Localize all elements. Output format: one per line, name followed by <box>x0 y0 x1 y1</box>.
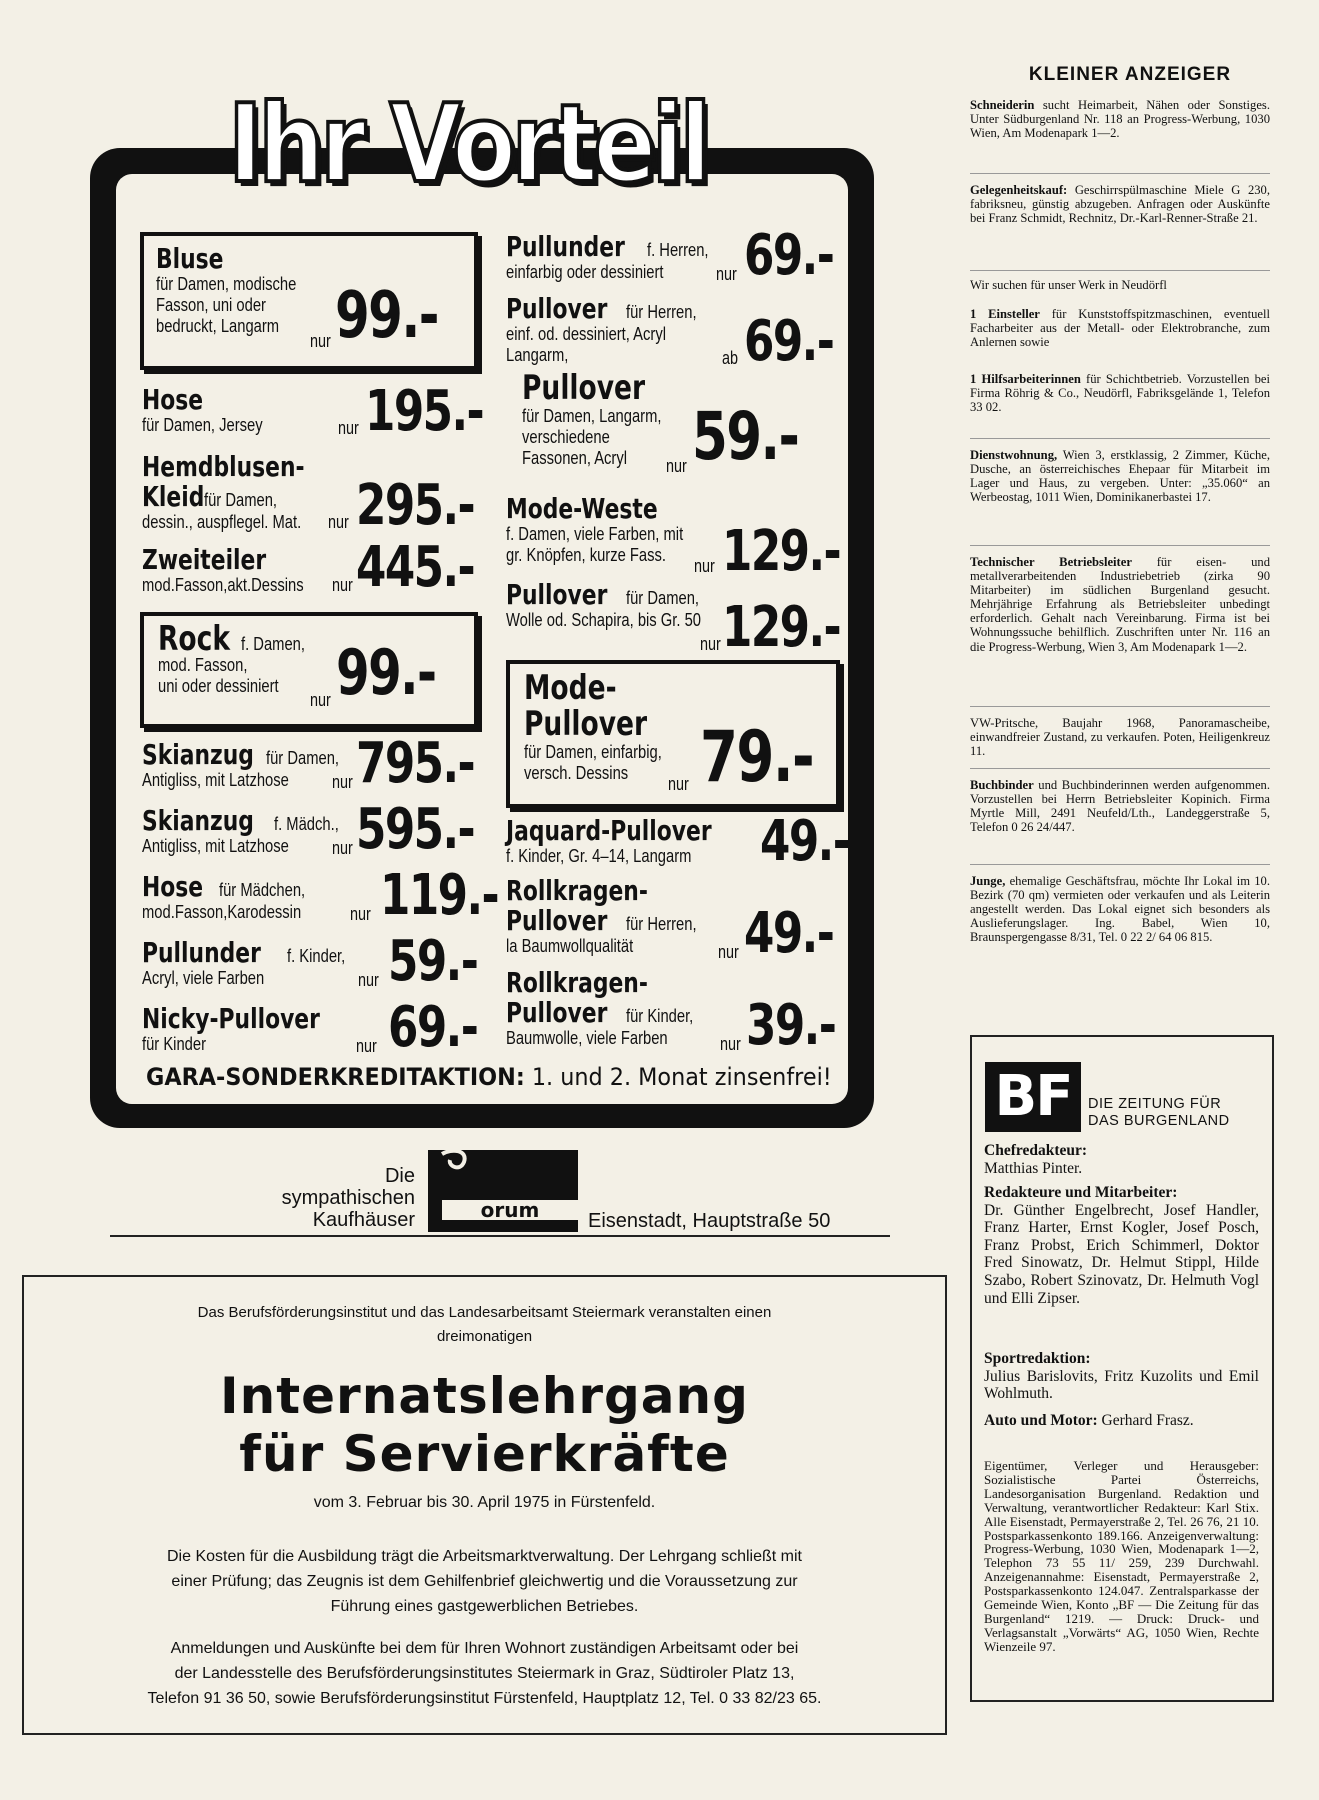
impressum-label: Sportredaktion: <box>984 1350 1091 1367</box>
impressum-value: Dr. Günther Engelbrecht, Josef Handler, Franz Harter, Ernst Kogler, Josef Posch, Franz Probst, Erich Schimmerl, Doktor Fred Sinowatz, Dr. Helmut Stippl, Hilde Szabo, Robert Szinovatz, Dr. Helmuth Vogl und Elli Zipser. <box>984 1201 1259 1307</box>
impressum-auto <box>984 1412 1259 1430</box>
nur-label: nur <box>716 264 737 284</box>
item-desc: bedruckt, Langarm <box>156 316 280 336</box>
price: 99.- <box>335 279 438 353</box>
bf-logo: BF <box>985 1062 1081 1132</box>
item-desc: für Kinder <box>142 1034 206 1054</box>
item-desc: f. Mädch., <box>273 814 339 834</box>
classified-ad <box>970 778 1270 834</box>
classified-ad <box>970 98 1270 140</box>
item-desc: Fasson, uni oder <box>156 295 266 315</box>
slogan-line: sympathischen <box>281 1187 415 1209</box>
ad-text: für Schichtbetrieb. Vorzustellen bei Firma Röhrig & Co., Neudörfl, Fabriksgelände 1, Telefon 33 02. <box>970 372 1270 415</box>
item-skianzug-maedchen <box>142 806 353 857</box>
ad-lead: 1 Hilfsarbeiterinnen <box>970 372 1081 386</box>
item-desc: f. Herren, <box>646 240 709 260</box>
kredit-bold: GARA-SONDERKREDITAKTION: <box>146 1063 525 1091</box>
item-desc: verschiedene <box>522 427 610 447</box>
item-name: Pullunder <box>506 230 625 263</box>
impressum-details: Eigentümer, Verleger und Herausgeber: Sozialistische Partei Österreichs, Landesorganisation Burgenland. Redaktion und Verwaltung, verantwortlicher Redakteur: Karl Stix. Alle Eisenstadt, Permayerstraße 2, Tel. 26 76, 21 10. Postsparkassenkonto 189.166. Anzeigenverwaltung: Progress-Werbung, 1030 Wien, Modenapark 1—2, Telephon 73 55 11/ 259, 239 Durchwahl. Anzeigenannahme: Eisenstadt, Permayerstraße 2, Postsparkassenkonto 124.047. Zentralsparkasse der Gemeinde Wien, Konto „BF — Die Zeitung für das Burgenland“ 1219. — Druck: Druck- und Verlagsanstalt „Vorwärts“ AG, 1050 Wien, Rechte Wienzeile 97. <box>984 1458 1259 1654</box>
nur-label: nur <box>332 772 353 792</box>
internat-paragraph: Führung eines gastgewerblichen Betriebes. <box>330 1598 639 1615</box>
item-mode-pullover <box>524 670 692 784</box>
classified-ad <box>970 183 1270 225</box>
item-desc: für Kinder, <box>626 1006 694 1026</box>
item-mode-weste <box>506 494 722 566</box>
ad-text: Wir suchen für unser Werk in Neudörfl <box>970 278 1167 292</box>
store-address: Eisenstadt, Hauptstraße 50 <box>588 1210 831 1232</box>
item-pullunder-kinder <box>142 938 358 989</box>
price: 99.- <box>336 636 436 709</box>
ad-lead: Gelegenheitskauf: <box>970 183 1068 197</box>
forum-logo-text: orum <box>480 1198 540 1222</box>
price: 69.- <box>744 309 834 374</box>
item-desc: für Damen, einfarbig, <box>524 742 662 762</box>
item-desc: dessin., auspflegel. Mat. <box>142 512 302 532</box>
item-name: Nicky-Pullover <box>142 1002 320 1035</box>
ad-text: Geschirrspülmaschine Miele G 230, fabriksneu, günstig abzugeben. Anfragen oder Auskünfte bei Franz Schmidt, Rechnitz, Dr.-Karl-Renner-Straße 21. <box>970 183 1270 226</box>
item-rock <box>158 619 319 697</box>
item-pullover-damen-langarm <box>522 370 692 469</box>
item-name: Mode- <box>524 668 617 708</box>
ad-text: sucht Heimarbeit, Nähen oder Sonstiges. Unter Südburgenland Nr. 118 an Progress-Werbung, 1030 Wien, Am Modenapark 1—2. <box>970 98 1270 141</box>
impressum-label: Redakteure und Mitarbeiter: <box>984 1184 1178 1201</box>
internat-intro: Das Berufsförderungsinstitut und das Landesarbeitsamt Steiermark veranstalten einen <box>197 1304 772 1321</box>
impressum-chef <box>984 1142 1259 1177</box>
ad-text: für Kunststoffspitzmaschinen, eventuell Facharbeiter aus der Metall- oder Elektrobranche, zum Anlernen sowie <box>970 307 1270 350</box>
price: 195.- <box>365 379 484 444</box>
internat-heading: für Servierkräfte <box>239 1425 730 1483</box>
internat-heading: Internatslehrgang <box>220 1367 749 1425</box>
kredit-rest: 1. und 2. Monat zinsenfrei! <box>524 1063 832 1091</box>
slogan-line: Die <box>384 1165 415 1187</box>
item-bluse <box>156 244 327 337</box>
item-hemdblusen-kleid <box>142 452 350 533</box>
item-pullover-damen-wolle <box>506 580 744 631</box>
item-rollkragen-herren <box>506 876 712 957</box>
divider <box>970 768 1270 769</box>
divider <box>970 545 1270 546</box>
price: 129.- <box>722 595 841 660</box>
impressum-value: Matthias Pinter. <box>984 1159 1083 1177</box>
impressum-label: Chefredakteur: <box>984 1142 1088 1159</box>
item-desc: Wolle od. Schapira, bis Gr. 50 <box>506 610 701 630</box>
classified-ad <box>970 874 1270 944</box>
impressum-sport <box>984 1350 1259 1403</box>
internat-dates: vom 3. Februar bis 30. April 1975 in Fürstenfeld. <box>313 1494 656 1511</box>
classifieds-title: KLEINER ANZEIGER <box>1028 64 1232 85</box>
ad-text: Wien 3, erstklassig, 2 Zimmer, Küche, Dusche, an österreichisches Ehepaar für Mitarbeit im Lager und Haus, zu vergeben. Unter: „35.060“ an Werbeostag, 1011 Wien, Dominikanerbastei 17. <box>970 448 1270 505</box>
internat-paragraph: Die Kosten für die Ausbildung trägt die Arbeitsmarktverwaltung. Der Lehrgang schließt mit <box>167 1548 802 1565</box>
classified-ad <box>970 716 1270 758</box>
nur-label: nur <box>720 1034 741 1054</box>
ad-text: für eisen- und metallverarbeitenden Industriebetrieb (zirka 90 Mitarbeiter) im südlichen Burgenland gesucht. Mehrjährige Erfahrung als Betriebsleiter unbedingt erforderlich. Gehalt nach Vereinbarung. Firma ist bei Wohnungssuche behilflich. Zuschriften unter Nr. 116 an die Progress-Werbung, Wien 3, Am Modenapark 1—2. <box>970 555 1270 654</box>
nur-label: nur <box>310 331 331 351</box>
item-rollkragen-kinder <box>506 968 708 1049</box>
ad-lead: 1 Einsteller <box>970 307 1040 321</box>
internat-intro: dreimonatigen <box>436 1328 533 1345</box>
nur-label: nur <box>694 556 715 576</box>
item-desc: Antigliss, mit Latzhose <box>142 770 289 790</box>
price: 295.- <box>356 473 475 538</box>
item-desc: f. Kinder, Gr. 4–14, Langarm <box>506 846 692 866</box>
ad-text: VW-Pritsche, Baujahr 1968, Panoramascheibe, einwandfreier Zustand, zu verkaufen. Poten, Heiligenkreuz 11. <box>970 716 1270 759</box>
price: 129.- <box>722 519 841 584</box>
item-jaquard-pullover <box>506 816 770 867</box>
item-desc: mod. Fasson, <box>158 655 248 675</box>
item-desc: Antigliss, mit Latzhose <box>142 836 289 856</box>
price: 795.- <box>356 731 475 796</box>
item-desc: für Damen, <box>204 490 278 510</box>
ad-lead: Buchbinder <box>970 778 1034 792</box>
ad-lead: Schneiderin <box>970 98 1035 112</box>
ad-text: und Buchbinderinnen werden aufgenommen. Vorzustellen bei Herrn Betriebsleiter Kopinich. Firma Myrtle Mill, 2491 Neufeld/Lth., Landeggerstraße 5, Telefon 0 26 24/447. <box>970 778 1270 835</box>
internat-paragraph: einer Prüfung; das Zeugnis ist dem Gehilfenbrief gleichwertig und die Voraussetzung zur <box>171 1573 798 1590</box>
internat-paragraph: Telefon 91 36 50, sowie Berufsförderungsinstitut Fürstenfeld, Hauptplatz 12, Tel. 0 33 82/23 65. <box>147 1690 822 1707</box>
classified-ad <box>970 372 1270 414</box>
slogan-line: Kaufhäuser <box>312 1209 415 1231</box>
item-desc: la Baumwollqualität <box>506 936 634 956</box>
item-desc: einfarbig oder dessiniert <box>506 262 664 282</box>
classified-ad <box>970 278 1270 292</box>
price: 49.- <box>760 809 850 874</box>
item-name: Pullover <box>506 578 608 611</box>
item-name: Skianzug <box>142 804 254 837</box>
internat-paragraph: der Landesstelle des Berufsförderungsinstitutes Steiermark in Graz, Südtiroler Platz 13, <box>174 1665 795 1682</box>
ad-lead: Technischer Betriebsleiter <box>970 555 1132 569</box>
nur-label: ab <box>722 348 739 368</box>
forum-slogan <box>250 1165 415 1231</box>
item-name: Pullover <box>524 704 648 744</box>
item-desc: für Damen, <box>265 748 339 768</box>
price: 595.- <box>356 797 475 862</box>
forum-logo <box>418 1150 578 1232</box>
tagline-line: DIE ZEITUNG FÜR <box>1088 1096 1222 1112</box>
item-pullover-herren <box>506 294 712 366</box>
ad-text: ehemalige Geschäftsfrau, möchte Ihr Lokal im 10. Bezirk (70 qm) vermieten oder verkaufen und als Leiterin angestellt werden. Das Lokal eignet sich besonders als Auslieferungslager. Ing. Babel, Wien 10, Braunspergengasse 8/31, Tel. 0 22 2/ 64 06 815. <box>970 874 1270 945</box>
divider <box>970 173 1270 174</box>
item-name: Rock <box>158 619 231 659</box>
item-desc: uni oder dessiniert <box>158 676 279 696</box>
item-desc: f. Kinder, <box>286 946 346 966</box>
nur-label: nur <box>668 774 689 794</box>
item-name: Pullover <box>506 904 608 937</box>
item-name: Pullover <box>522 368 646 408</box>
item-name: Pullover <box>506 292 608 325</box>
item-skianzug-damen <box>142 740 355 791</box>
item-desc: mod.Fasson,Karodessin <box>142 902 302 922</box>
nur-label: nur <box>332 575 353 595</box>
price: 119.- <box>380 863 499 928</box>
item-nicky-pullover <box>142 1004 370 1055</box>
item-desc: Langarm, <box>506 345 569 365</box>
nur-label: nur <box>666 456 687 476</box>
price: 39.- <box>746 993 836 1058</box>
item-desc: einf. od. dessiniert, Acryl <box>506 324 666 344</box>
price: 59.- <box>692 398 799 475</box>
nur-label: nur <box>718 942 739 962</box>
nur-label: nur <box>350 904 371 924</box>
price: 79.- <box>700 716 814 798</box>
nur-label: nur <box>356 1036 377 1056</box>
price: 49.- <box>744 901 834 966</box>
tagline-line: DAS BURGENLAND <box>1088 1113 1230 1129</box>
divider <box>970 270 1270 271</box>
item-desc: f. Damen, <box>240 634 305 654</box>
item-desc: versch. Dessins <box>524 763 629 783</box>
classified-ad <box>970 555 1270 654</box>
item-name: Rollkragen- <box>506 966 648 999</box>
kredit-banner <box>146 1063 832 1091</box>
item-desc: Acryl, viele Farben <box>142 968 265 988</box>
item-desc: Fassonen, Acryl <box>522 448 628 468</box>
divider <box>970 706 1270 707</box>
divider <box>110 1235 890 1237</box>
impressum-redakteure <box>984 1184 1259 1307</box>
nur-label: nur <box>328 512 349 532</box>
impressum-value: Gerhard Frasz. <box>1097 1412 1194 1429</box>
item-name: Hose <box>142 383 204 416</box>
item-name: Mode-Weste <box>506 492 658 525</box>
item-desc: für Damen, <box>626 588 700 608</box>
impressum-value: Julius Barislovits, Fritz Kuzolits und Emil Wohlmuth. <box>984 1367 1259 1403</box>
divider <box>970 438 1270 439</box>
nur-label: nur <box>332 838 353 858</box>
impressum-label: Auto und Motor: <box>984 1412 1098 1429</box>
item-desc: für Damen, modische <box>156 274 297 294</box>
item-name: Bluse <box>156 242 224 275</box>
bf-tagline <box>1088 1096 1230 1130</box>
item-name: Zweiteiler <box>142 543 267 576</box>
item-name: Jaquard-Pullover <box>506 814 712 847</box>
item-name: Hemdblusen- <box>142 450 305 483</box>
item-hose-maedchen <box>142 872 336 923</box>
item-desc: für Mädchen, <box>218 880 305 900</box>
item-name: Hose <box>142 870 204 903</box>
item-name: Pullover <box>506 996 608 1029</box>
classified-ad <box>970 307 1270 349</box>
item-desc: f. Damen, viele Farben, mit <box>506 524 684 544</box>
item-desc: mod.Fasson,akt.Dessins <box>142 575 304 595</box>
item-pullunder-herren <box>506 232 722 283</box>
ad-lead: Junge, <box>970 874 1006 888</box>
item-name: Rollkragen- <box>506 874 648 907</box>
item-desc: Baumwolle, viele Farben <box>506 1028 668 1048</box>
nur-label: nur <box>338 418 359 438</box>
item-desc: für Damen, Jersey <box>142 415 263 435</box>
internat-paragraph: Anmeldungen und Auskünfte bei dem für Ihren Wohnort zuständigen Arbeitsamt oder bei <box>170 1640 799 1657</box>
nur-label: nur <box>358 970 379 990</box>
price: 59.- <box>388 929 478 994</box>
divider <box>970 864 1270 865</box>
nur-label: nur <box>700 634 721 654</box>
ad-title: Ihr Vorteil <box>228 82 708 207</box>
item-desc: für Herren, <box>626 302 697 322</box>
item-name: Skianzug <box>142 738 254 771</box>
item-desc: für Damen, Langarm, <box>522 406 662 426</box>
item-name: Kleid <box>142 480 205 513</box>
price: 69.- <box>388 995 478 1060</box>
item-hose-damen <box>142 385 289 436</box>
price: 445.- <box>356 535 475 600</box>
item-name: Pullunder <box>142 936 261 969</box>
nur-label: nur <box>310 690 331 710</box>
ad-lead: Dienstwohnung, <box>970 448 1058 462</box>
item-zweiteiler <box>142 545 339 596</box>
item-desc: gr. Knöpfen, kurze Fass. <box>506 545 666 565</box>
price: 69.- <box>744 223 834 288</box>
classified-ad <box>970 448 1270 504</box>
item-desc: für Herren, <box>626 914 697 934</box>
